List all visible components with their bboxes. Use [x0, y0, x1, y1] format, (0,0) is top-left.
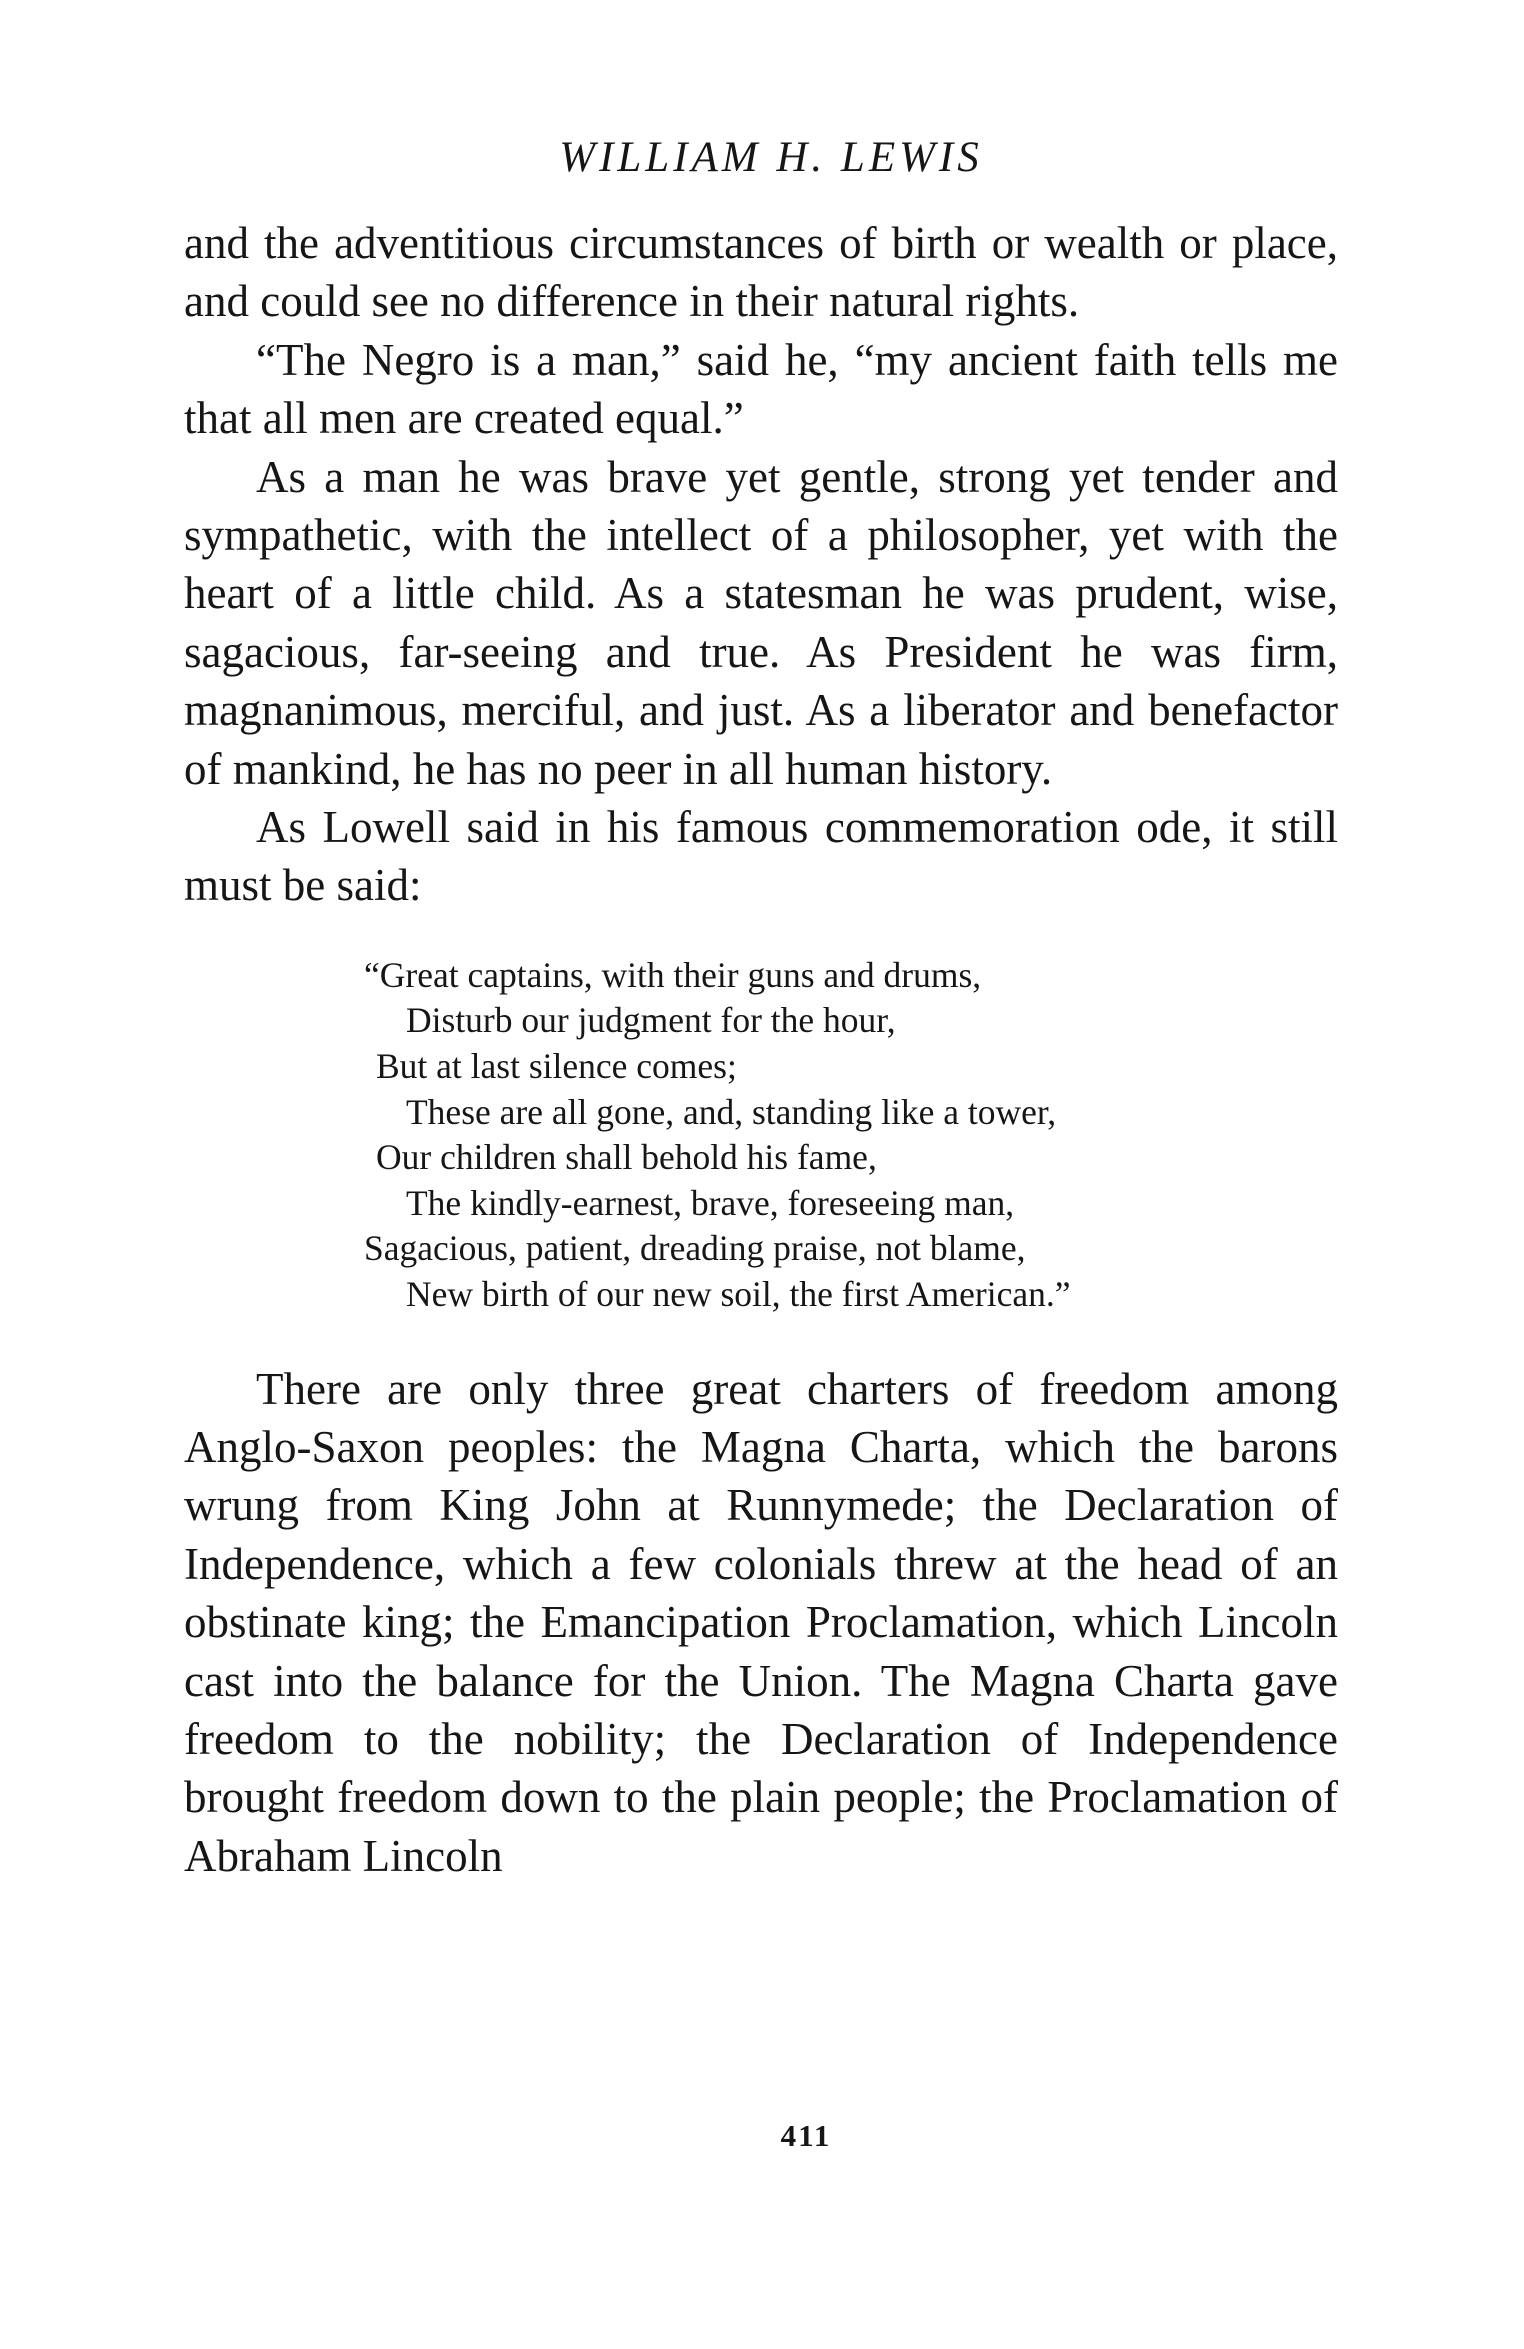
- paragraph-quote: “The Negro is a man,” said he, “my ancient faith tells me that all men are created equal.”: [184, 334, 1338, 444]
- poem-line: Our children shall behold his fame,: [376, 1137, 877, 1178]
- poem-line: Disturb our judgment for the hour,: [406, 1000, 896, 1041]
- paragraph-charters: There are only three great charters of freedom among Anglo-Saxon peoples: the Magna Charta, which the barons wrung from King John at Runnymede; the Declaration of Independence, which a few colonials threw at the head of an obstinate king; the Emancipation Proclamation, which Lincoln cast into the balance for the Union. The Magna Charta gave freedom to the nobility; the Declaration of Independence brought freedom down to the plain people; the Proclamation of Abraham Lincoln: [184, 1363, 1338, 1881]
- poem-block: [364, 953, 1338, 1318]
- poem-line: But at last silence comes;: [376, 1046, 737, 1087]
- poem-line: Sagacious, patient, dreading praise, not blame,: [364, 1228, 1026, 1269]
- page-number: 411: [780, 2118, 832, 2153]
- poem-line: The kindly-earnest, brave, foreseeing man,: [406, 1182, 1015, 1223]
- running-head: WILLIAM H. LEWIS: [559, 134, 983, 181]
- book-page: [184, 130, 1338, 2153]
- poem-line: “Great captains, with their guns and drums,: [364, 954, 982, 995]
- paragraph-character: As a man he was brave yet gentle, strong yet tender and sympathetic, with the intellect of a philosopher, yet with the heart of a little child. As a statesman he was prudent, wise, sagacious, far-seeing and true. As President he was firm, magnanimous, merciful, and just. As a liberator and benefactor of mankind, he has no peer in all human history.: [184, 451, 1338, 794]
- poem-line: New birth of our new soil, the first American.”: [406, 1274, 1071, 1315]
- paragraph-continuation: and the adventitious circumstances of birth or wealth or place, and could see no difference in their natural rights.: [184, 218, 1338, 327]
- poem-line: These are all gone, and, standing like a tower,: [406, 1091, 1057, 1132]
- paragraph-lowell: As Lowell said in his famous commemoration ode, it still must be said:: [184, 802, 1338, 911]
